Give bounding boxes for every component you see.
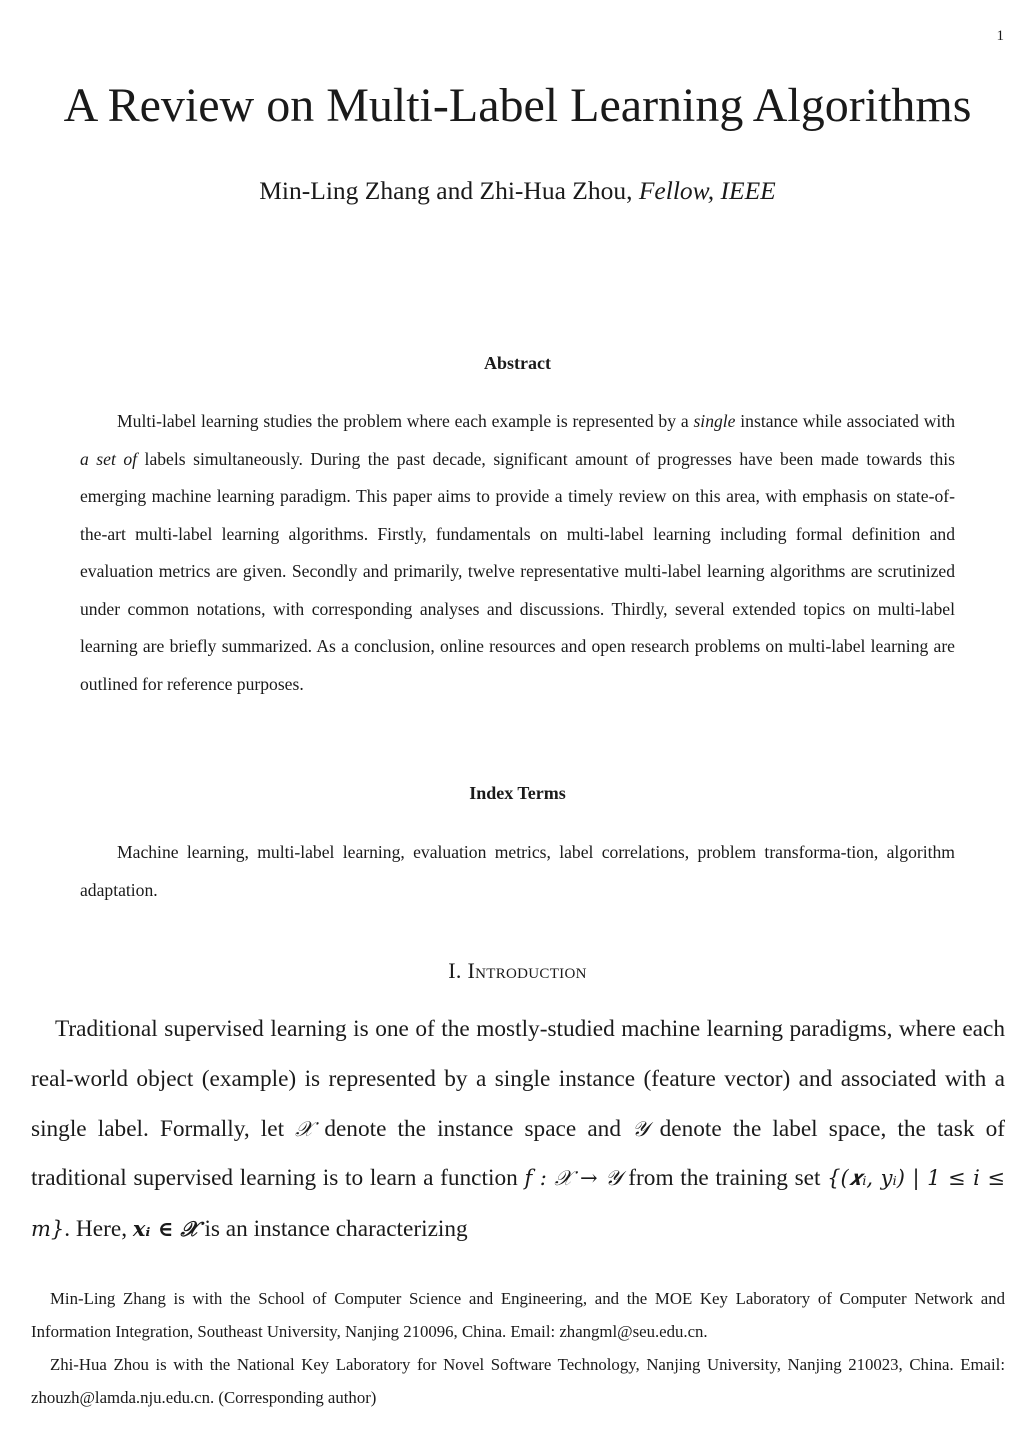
abstract-body — [80, 403, 955, 703]
footnote-author-2: Zhi-Hua Zhou is with the National Key Laboratory for Novel Software Technology, Nanjing University, Nanjing 210023, China. Email: zhouzh@lamda.nju.edu.cn. (Corresponding author) — [31, 1355, 1005, 1407]
abstract-text: instance while associated with — [735, 411, 956, 431]
body-text: denote the label space, the task of traditional supervised learning is to learn a function — [31, 1115, 1005, 1192]
body-text: denote the instance space and — [313, 1115, 633, 1142]
abstract-text: labels simultaneously. During the past decade, significant amount of progresses have been made towards this emerging machine learning paradigm. This paper aims to provide a timely review on this area, with emphasis on state-of-the-art multi-label learning algorithms. Firstly, fundamentals on multi-label learning including formal definition and evaluation metrics are given. Secondly and primarily, twelve representative multi-label learning algorithms are scrutinized under common notations, with corresponding analyses and discussions. Thirdly, several extended topics on multi-label learning are briefly summarized. As a conclusion, online resources and open research problems on multi-label learning are outlined for reference purposes. — [80, 448, 955, 694]
abstract-heading: Abstract — [484, 353, 551, 373]
abstract-emphasis: single — [693, 411, 736, 431]
abstract-emphasis: a set of — [80, 448, 138, 469]
section-numeral: I. — [448, 958, 462, 983]
page-number: 1 — [996, 28, 1004, 44]
math-label-space: 𝒴 — [632, 1116, 649, 1141]
index-terms-body: Machine learning, multi-label learning, evaluation metrics, label correlations, problem transforma-tion, algorithm adaptation. — [80, 842, 955, 900]
section-heading — [0, 956, 1035, 986]
abstract-text: Multi-label learning studies the problem where each example is represented by a — [117, 411, 694, 431]
section-title: Introduction — [467, 958, 587, 983]
paper-title: A Review on Multi-Label Learning Algorithms — [63, 79, 972, 132]
author-names: Min-Ling Zhang and Zhi-Hua Zhou, — [259, 176, 633, 205]
math-training-set: {(𝒙ᵢ, yᵢ) | 1 ≤ i ≤ m} — [31, 1166, 1005, 1242]
body-text: Traditional supervised learning is one of the mostly-studied machine learning paradigms, where each real-world object (example) is represented by a single instance (feature vector) and associated with a single label. Formally, let — [31, 1016, 1005, 1142]
body-text: is an instance characterizing — [198, 1216, 468, 1243]
footnote-author-1: Min-Ling Zhang is with the School of Computer Science and Engineering, and the MOE Key Laboratory of Computer Network and Information Integration, Southeast University, Nanjing 210096, China. Email: zhangml@seu.edu.cn. — [31, 1289, 1005, 1341]
introduction-paragraph — [31, 1005, 1005, 1255]
author-affiliation: Fellow, IEEE — [638, 176, 776, 205]
author-line — [0, 174, 1035, 208]
math-instance: 𝒙ᵢ ∈ 𝒳 — [132, 1216, 199, 1242]
body-text: . Here, — [64, 1216, 133, 1243]
body-text: from the training set — [621, 1165, 828, 1192]
math-function: f : 𝒳 → 𝒴 — [524, 1166, 622, 1191]
math-instance-space: 𝒳 — [295, 1116, 314, 1141]
index-terms-heading: Index Terms — [469, 783, 566, 803]
